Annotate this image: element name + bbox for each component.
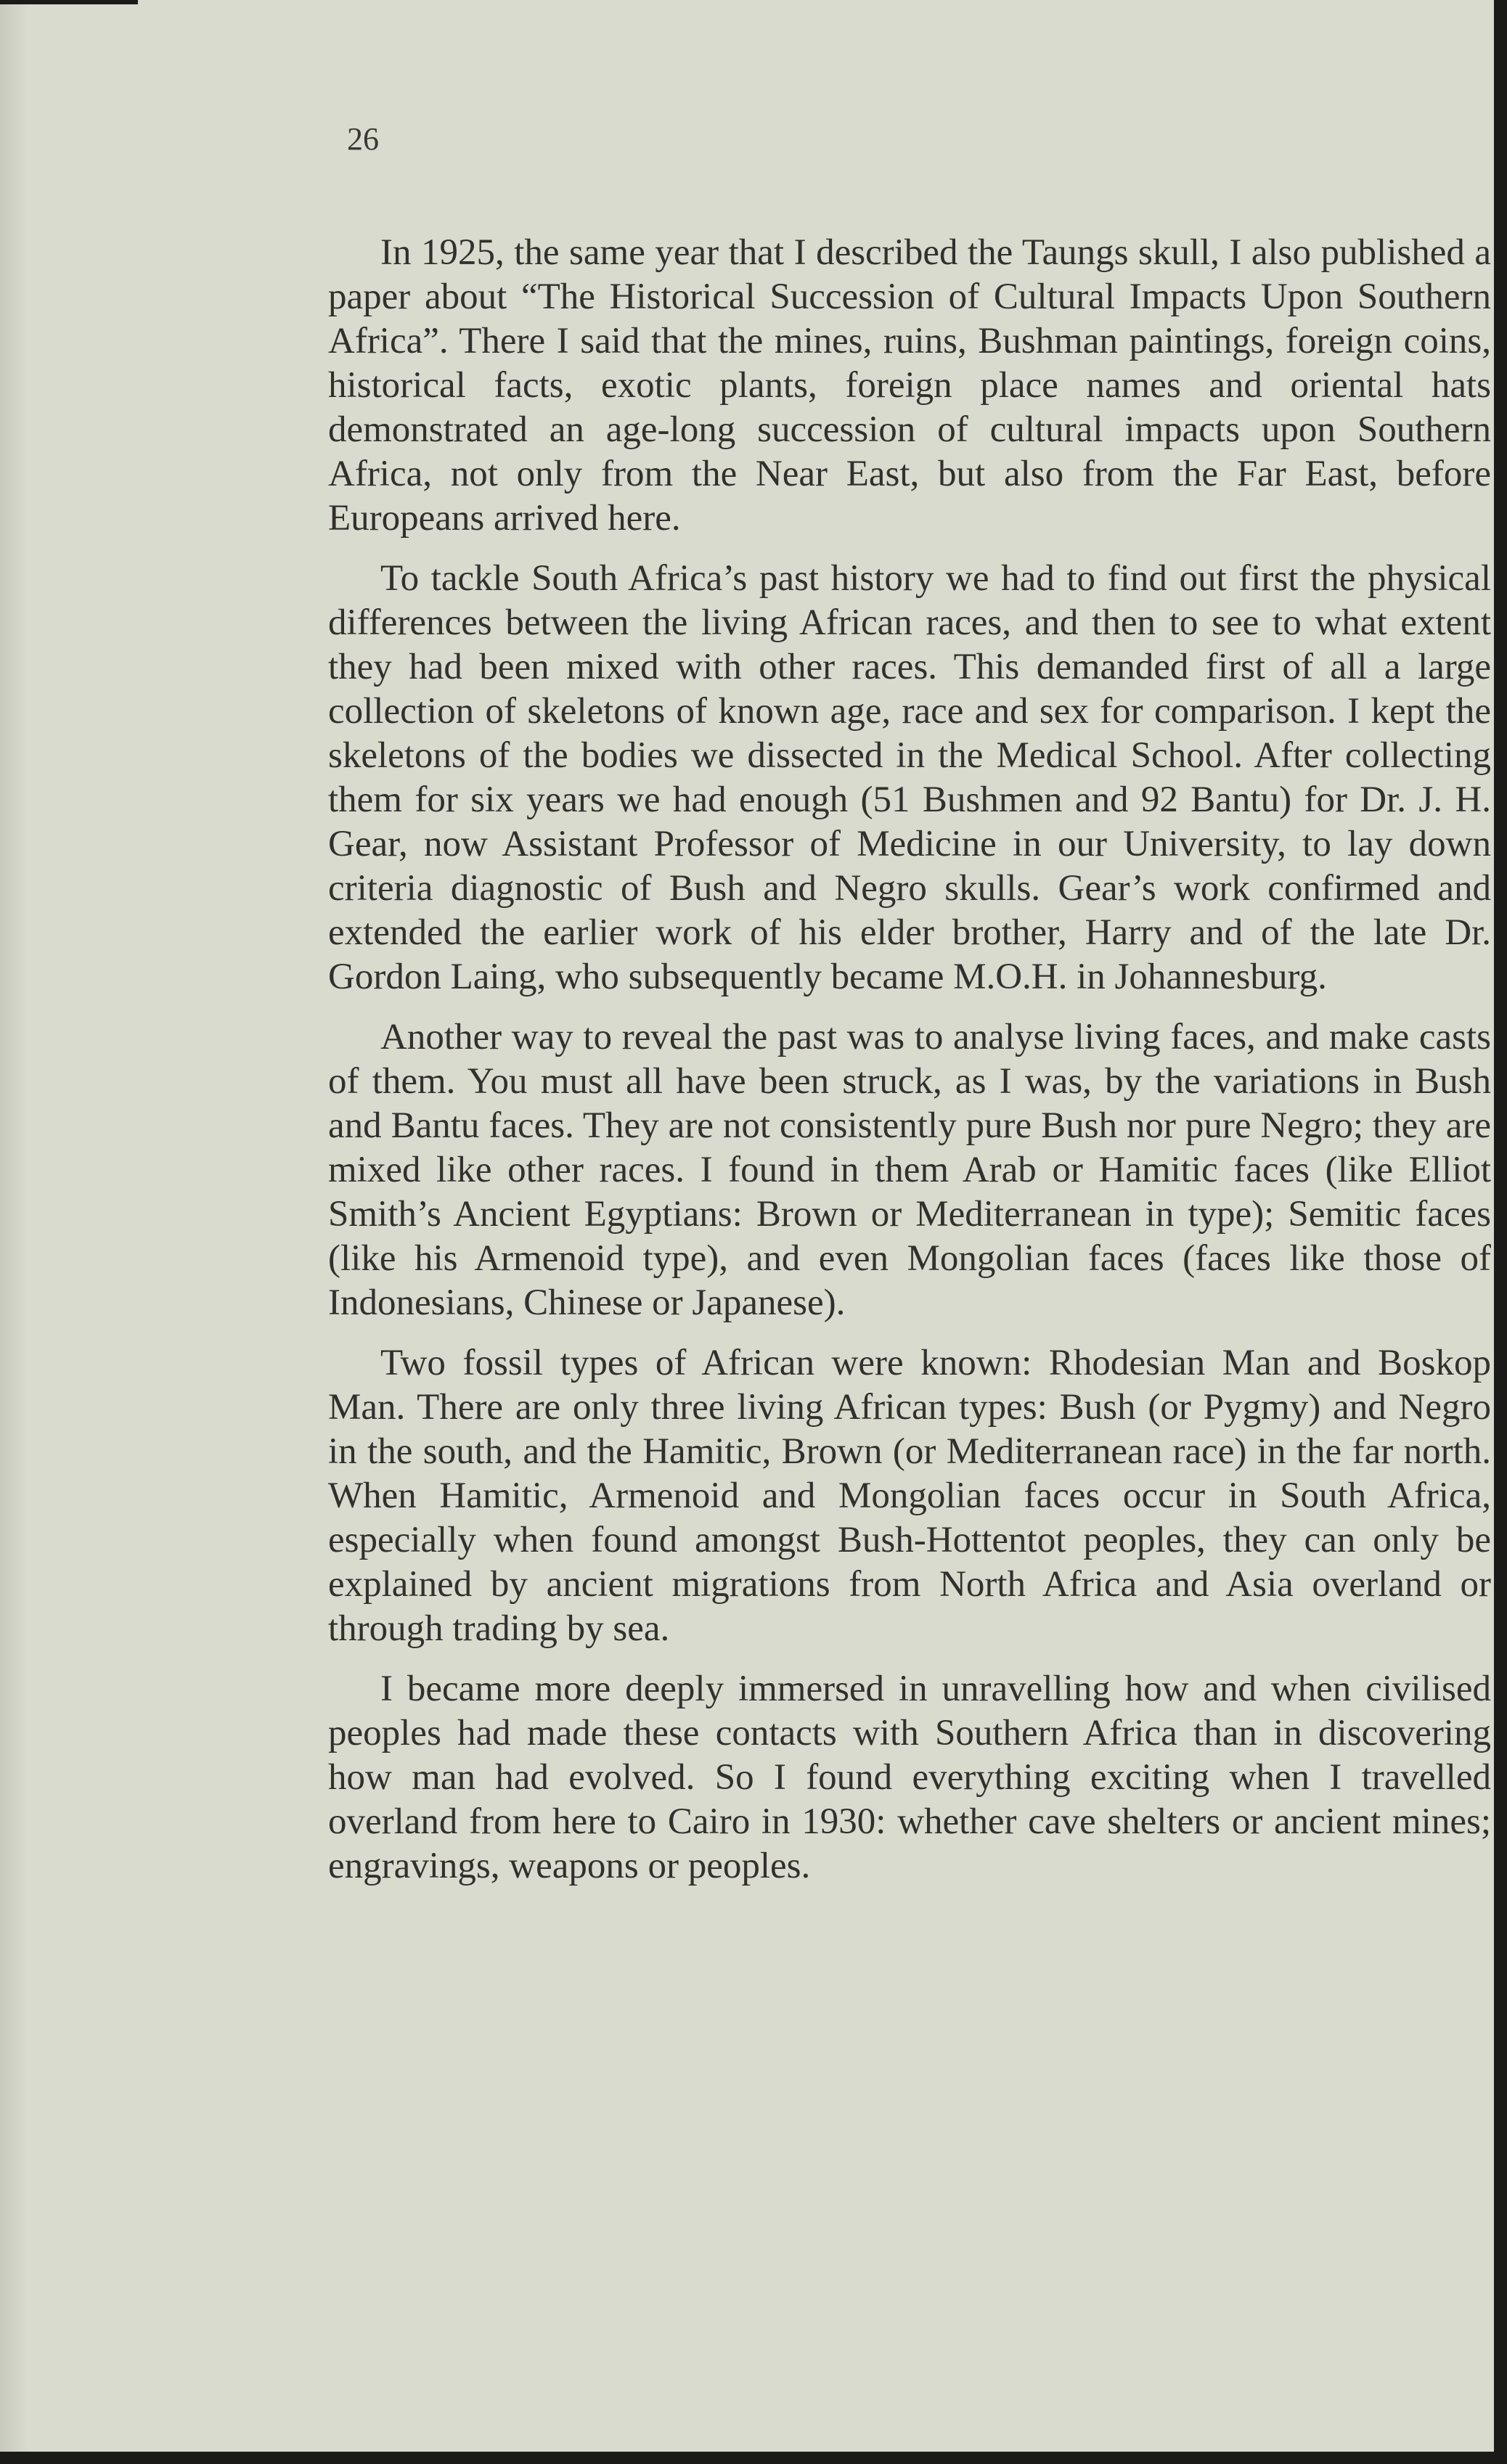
paragraph: I became more deeply immersed in unravelling how and when civilised peoples had made these contacts with Southern Africa than in discovering how man had evolved. So I found everything exciting when I travelled overland from here to Cairo in 1930: whether cave shelters or ancient mines; engravings, weapons or peoples.: [328, 1669, 1491, 1886]
paragraph: Two fossil types of African were known: Rhodesian Man and Boskop Man. There are only three living African types: Bush (or Pygmy) and Negro in the south, and the Hamitic, Brown (or Mediterranean race) in the far north. When Hamitic, Armenoid and Mongolian faces occur in South Africa, especially when found amongst Bush-Hottentot peoples, they can only be explained by ancient migrations from North Africa and Asia overland or through trading by sea.: [328, 1343, 1491, 1649]
body-text: [328, 231, 1491, 1904]
paragraph: Another way to reveal the past was to analyse living faces, and make casts of them. You must all have been struck, as I was, by the variations in Bush and Bantu faces. They are not consistently pure Bush nor pure Negro; they are mixed like other races. I found in them Arab or Hamitic faces (like Elliot Smith’s Ancient Egyptians: Brown or Mediterranean in type); Semitic faces (like his Armenoid type), and even Mongolian faces (faces like those of Indonesians, Chinese or Japanese).: [328, 1017, 1491, 1323]
paragraph: To tackle South Africa’s past history we had to find out first the physical differences between the living African races, and then to see to what extent they had been mixed with other races. This demanded first of all a large collection of skeletons of known age, race and sex for comparison. I kept the skeletons of the bodies we dissected in the Medical School. After collecting them for six years we had enough (51 Bushmen and 92 Bantu) for Dr. J. H. Gear, now Assistant Professor of Medicine in our University, to lay down criteria diagnostic of Bush and Negro skulls. Gear’s work confirmed and extended the earlier work of his elder brother, Harry and of the late Dr. Gordon Laing, who subsequently became M.O.H. in Johannesburg.: [328, 558, 1491, 997]
paragraph: In 1925, the same year that I described the Taungs skull, I also published a paper about “The Historical Succession of Cultural Impacts Upon Southern Africa”. There I said that the mines, ruins, Bushman paintings, foreign coins, historical facts, exotic plants, foreign place names and oriental hats demonstrated an age-long succession of cultural impacts upon Southern Africa, not only from the Near East, but also from the Far East, before Europeans arrived here.: [328, 232, 1491, 539]
page-spine-shadow: [0, 0, 28, 2452]
page-number: 26: [347, 121, 379, 157]
scan-edge: [0, 0, 138, 4]
